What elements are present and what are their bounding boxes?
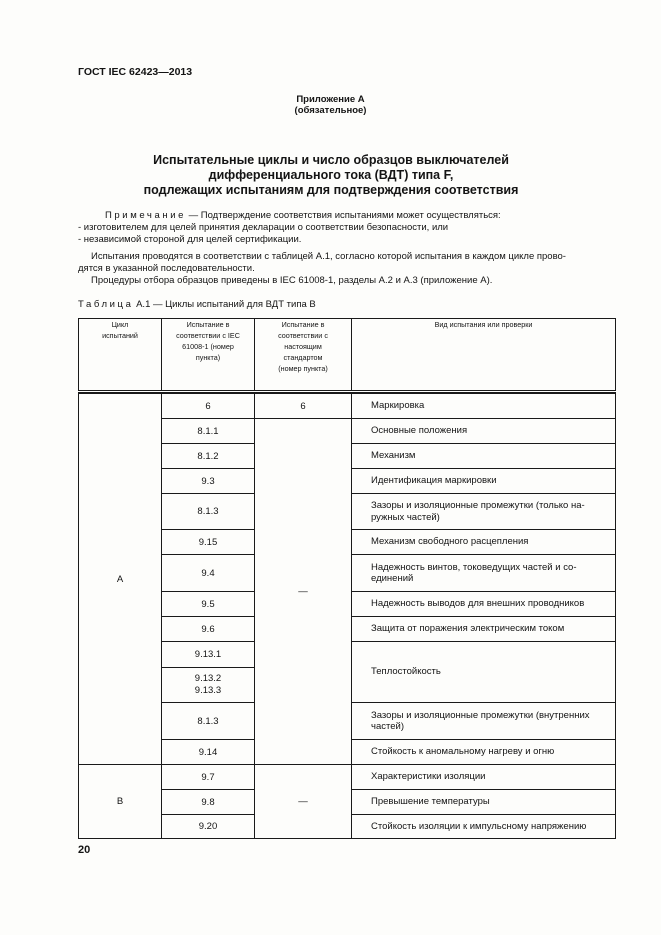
iec-clause-cell: 9.13.1 (162, 642, 255, 668)
standard-clause-cell: 6 (255, 394, 352, 419)
body-text (78, 251, 618, 287)
iec-clause-cell: 9.3 (162, 469, 255, 494)
test-type-cell: Стойкость к аномальному нагреву и огню (352, 740, 616, 765)
iec-clause-cell: 9.13.2 9.13.3 (162, 668, 255, 703)
header-cycle: Цикл испытаний (79, 319, 162, 392)
header-standard-clause: Испытание в соответствии с настоящим стандартом (номер пункта) (255, 319, 352, 392)
iec-clause-cell: 8.1.1 (162, 419, 255, 444)
table-header-row (79, 319, 616, 392)
cycle-a-cell: А (79, 394, 162, 765)
iec-clause-cell: 8.1.2 (162, 444, 255, 469)
paragraph-1-line-2: дятся в указанной последовательности. (78, 263, 255, 274)
table-row (79, 394, 616, 419)
table-caption-text: А.1 — Циклы испытаний для ВДТ типа В (133, 299, 316, 310)
test-type-cell: Механизм свободного расцепления (352, 530, 616, 555)
iec-clause-cell: 9.4 (162, 555, 255, 592)
note-label: Примечание (105, 210, 186, 221)
standard-clause-dash-a: — (255, 419, 352, 765)
iec-clause-cell: 9.6 (162, 617, 255, 642)
appendix-status: (обязательное) (294, 105, 367, 116)
iec-clause-cell: 6 (162, 394, 255, 419)
standard-clause-dash-b: — (255, 765, 352, 839)
header-iec-clause: Испытание в соответствии с IEC 61008-1 (номер пункта) (162, 319, 255, 392)
document-header: ГОСТ IEC 62423—2013 (78, 66, 193, 78)
test-type-cell: Теплостойкость (352, 642, 616, 703)
note-item-2: - независимой стороной для целей сертификации. (78, 234, 302, 245)
note-line (78, 210, 618, 222)
note-text: — Подтверждение соответствия испытаниями может осуществляться: (186, 210, 501, 221)
test-type-cell: Стойкость изоляции к импульсному напряжению (352, 815, 616, 839)
note-block (78, 210, 618, 246)
test-type-cell: Превышение температуры (352, 790, 616, 815)
test-type-cell: Маркировка (352, 394, 616, 419)
paragraph-1-line-1: Испытания проводятся в соответствии с таблицей А.1, согласно которой испытания в каждом цикле прово- (91, 251, 566, 262)
test-cycles-table (78, 318, 616, 839)
iec-clause-cell: 8.1.3 (162, 703, 255, 740)
paragraph-2: Процедуры отбора образцов приведены в IEC 61008-1, разделы А.2 и А.3 (приложение А). (91, 275, 493, 286)
test-type-cell: Зазоры и изоляционные промежутки (только на-ружных частей) (352, 494, 616, 530)
iec-clause-cell: 9.5 (162, 592, 255, 617)
table-caption-label: Таблица (78, 299, 134, 310)
appendix-title: Приложение А (296, 94, 365, 105)
heading-line-3: подлежащих испытаниям для подтверждения соответствия (143, 183, 519, 197)
iec-clause-cell: 9.15 (162, 530, 255, 555)
iec-clause-cell: 8.1.3 (162, 494, 255, 530)
appendix-heading (120, 153, 542, 198)
test-type-cell: Идентификация маркировки (352, 469, 616, 494)
iec-clause-cell: 9.7 (162, 765, 255, 790)
iec-clause-cell: 9.20 (162, 815, 255, 839)
note-item-1: - изготовителем для целей принятия декларации о соответствии безопасности, или (78, 222, 449, 233)
heading-line-2: дифференциального тока (ВДТ) типа F, (208, 168, 454, 182)
test-type-cell: Основные положения (352, 419, 616, 444)
heading-line-1: Испытательные циклы и число образцов выключателей (153, 153, 509, 167)
test-type-cell: Механизм (352, 444, 616, 469)
test-type-cell: Защита от поражения электрическим током (352, 617, 616, 642)
cycle-b-cell: В (79, 765, 162, 839)
header-test-type: Вид испытания или проверки (352, 319, 616, 392)
page-number: 20 (78, 844, 91, 856)
iec-clause-cell: 9.14 (162, 740, 255, 765)
table-caption (78, 299, 316, 310)
test-type-cell: Надежность винтов, токоведущих частей и со-единений (352, 555, 616, 592)
test-type-cell: Характеристики изоляции (352, 765, 616, 790)
table-row (79, 765, 616, 790)
test-type-cell: Зазоры и изоляционные промежутки (внутренних частей) (352, 703, 616, 740)
test-type-cell: Надежность выводов для внешних проводников (352, 592, 616, 617)
iec-clause-cell: 9.8 (162, 790, 255, 815)
